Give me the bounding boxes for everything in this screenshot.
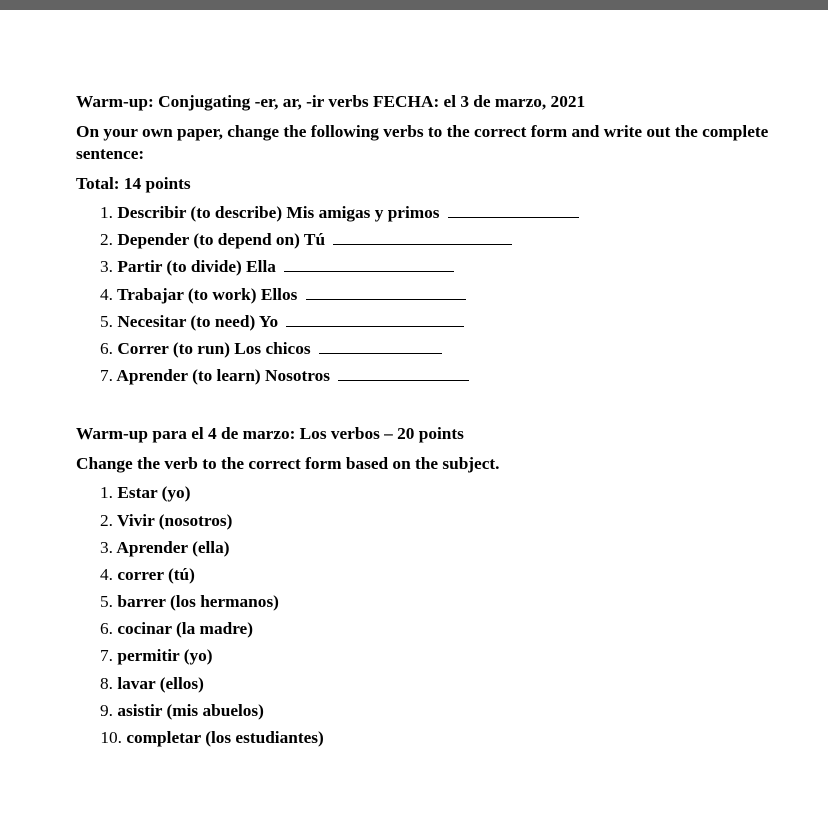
item-number: 7. [100,366,113,386]
item-text: cocinar (la madre) [117,619,253,639]
section1-instructions: On your own paper, change the following verbs to the correct form and write out the complete sentence: [76,122,769,163]
item-number: 5. [100,311,113,331]
item-number: 9. [100,700,113,720]
list-item [76,588,776,615]
item-text: lavar (ellos) [117,673,204,693]
item-text: Partir (to divide) Ella [117,257,276,277]
item-text: asistir (mis abuelos) [117,700,264,720]
list-item [76,561,776,588]
top-bar [0,0,828,10]
section2-list [76,479,776,751]
item-number: 2. [100,510,113,530]
answer-blank [286,309,464,327]
answer-blank [284,254,454,272]
item-number: 6. [100,338,113,358]
item-text: correr (tú) [117,564,195,584]
section2-title: Warm-up para el 4 de marzo: Los verbos – 20 points [76,424,464,444]
item-text: Describir (to describe) Mis amigas y primos [117,203,440,222]
list-item [76,534,776,561]
answer-blank [306,282,466,300]
list-item [76,507,776,534]
list-item [76,479,776,506]
item-text: Trabajar (to work) Ellos [117,284,298,304]
list-item [76,253,776,280]
item-number: 3. [100,537,113,557]
list-item [76,226,776,253]
item-text: Necesitar (to need) Yo [117,311,279,331]
item-number: 3. [100,257,113,277]
list-item [76,199,776,226]
list-item [76,335,776,362]
answer-blank [448,200,579,218]
section2-instructions: Change the verb to the correct form based on the subject. [76,454,500,474]
list-item [76,670,776,697]
section1-list [76,199,776,389]
item-text: Correr (to run) Los chicos [117,338,311,358]
item-text: completar (los estudiantes) [126,728,324,747]
item-text: Estar (yo) [117,483,191,503]
item-number: 8. [100,673,113,693]
item-text: Aprender (ella) [116,537,230,557]
list-item [76,362,776,389]
item-text: barrer (los hermanos) [117,592,279,612]
item-number: 4. [100,564,113,584]
section1-total: Total: 14 points [76,174,191,193]
item-number: 1. [100,483,113,503]
item-number: 6. [100,619,113,639]
item-text: Vivir (nosotros) [117,510,233,530]
list-item [76,615,776,642]
item-number: 7. [100,646,113,666]
answer-blank [338,363,469,381]
worksheet [76,91,776,751]
item-number: 2. [100,230,113,250]
list-item [76,724,776,751]
item-number: 1. [100,203,113,222]
item-text: Depender (to depend on) Tú [117,230,326,250]
list-item [76,642,776,669]
list-item [76,697,776,724]
section1-title: Warm-up: Conjugating -er, ar, -ir verbs FECHA: el 3 de marzo, 2021 [76,92,586,111]
list-item [76,308,776,335]
answer-blank [333,227,512,245]
answer-blank [319,336,442,354]
item-number: 10. [100,728,122,747]
item-text: permitir (yo) [117,646,213,666]
item-text: Aprender (to learn) Nosotros [116,366,330,386]
list-item [76,281,776,308]
item-number: 5. [100,592,113,612]
item-number: 4. [100,284,113,304]
